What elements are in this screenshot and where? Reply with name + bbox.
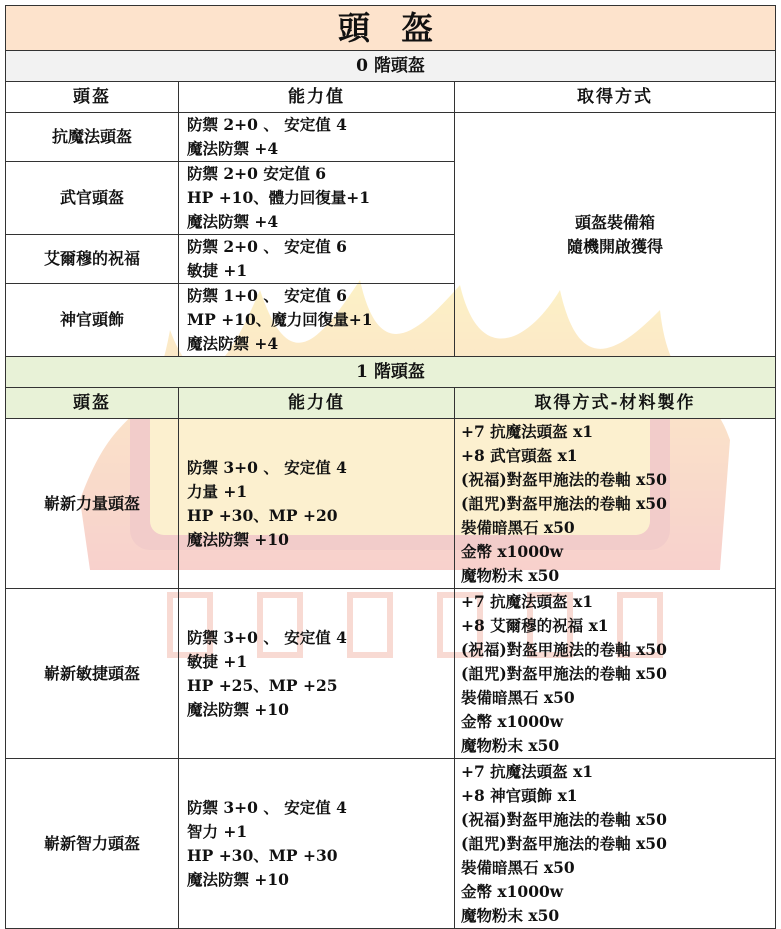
- stat-line: 防禦 3+0 、 安定值 4: [187, 627, 347, 647]
- table-row: [6, 589, 776, 759]
- material-line: (詛咒)對盔甲施法的卷軸 x50: [461, 833, 667, 853]
- stat-line: 敏捷 +1: [187, 261, 248, 280]
- helmet-table: [5, 5, 776, 929]
- helmet-name: 嶄新智力頭盔: [6, 759, 179, 929]
- material-line: 魔物粉末 x50: [461, 565, 560, 585]
- stat-line: 防禦 2+0 、 安定值 6: [187, 237, 347, 256]
- stat-line: MP +10、魔力回復量+1: [187, 310, 373, 329]
- materials-list: [455, 419, 776, 589]
- header-acquire: 取得方式: [455, 82, 776, 113]
- material-line: +7 抗魔法頭盔 x1: [461, 591, 594, 611]
- stat-line: 防禦 3+0 、 安定值 4: [187, 457, 347, 477]
- material-line: +7 抗魔法頭盔 x1: [461, 761, 594, 781]
- helmet-stats: [179, 419, 455, 589]
- stat-line: 力量 +1: [187, 481, 248, 501]
- acquire-line: 頭盔裝備箱: [575, 212, 656, 232]
- helmet-name: 嶄新敏捷頭盔: [6, 589, 179, 759]
- tier0-label: 0 階頭盔: [6, 51, 776, 82]
- stat-line: 防禦 2+0 安定值 6: [187, 164, 327, 183]
- helmet-name: 抗魔法頭盔: [6, 113, 179, 162]
- material-line: (詛咒)對盔甲施法的卷軸 x50: [461, 493, 667, 513]
- stat-line: HP +30、MP +20: [187, 505, 338, 525]
- material-line: +7 抗魔法頭盔 x1: [461, 421, 594, 441]
- helmet-stats: [179, 589, 455, 759]
- material-line: 裝備暗黑石 x50: [461, 517, 575, 537]
- helmet-stats: [179, 113, 455, 162]
- helmet-name: 神官頭飾: [6, 284, 179, 357]
- acquire-method: [455, 113, 776, 357]
- table-row: [6, 759, 776, 929]
- stat-line: 魔法防禦 +4: [187, 334, 279, 353]
- helmet-stats: [179, 235, 455, 284]
- stat-line: 防禦 2+0 、 安定值 4: [187, 115, 347, 134]
- material-line: 金幣 x1000w: [461, 881, 564, 901]
- material-line: 魔物粉末 x50: [461, 735, 560, 755]
- header-helmet: 頭盔: [6, 82, 179, 113]
- material-line: 金幣 x1000w: [461, 711, 564, 731]
- material-line: +8 武官頭盔 x1: [461, 445, 578, 465]
- stat-line: 防禦 1+0 、 安定值 6: [187, 286, 347, 305]
- stat-line: 防禦 3+0 、 安定值 4: [187, 797, 347, 817]
- header-stats: 能力值: [179, 388, 455, 419]
- stat-line: 敏捷 +1: [187, 651, 248, 671]
- stat-line: HP +30、MP +30: [187, 845, 338, 865]
- material-line: (詛咒)對盔甲施法的卷軸 x50: [461, 663, 667, 683]
- helmet-stats: [179, 759, 455, 929]
- table-row: [6, 113, 776, 162]
- material-line: 裝備暗黑石 x50: [461, 687, 575, 707]
- header-materials: 取得方式-材料製作: [455, 388, 776, 419]
- acquire-line: 隨機開啟獲得: [567, 236, 664, 256]
- helmet-stats: [179, 284, 455, 357]
- material-line: +8 艾爾穆的祝福 x1: [461, 615, 609, 635]
- stat-line: 魔法防禦 +10: [187, 869, 289, 889]
- material-line: 魔物粉末 x50: [461, 905, 560, 925]
- stat-line: 魔法防禦 +10: [187, 529, 289, 549]
- page-title: 頭 盔: [6, 6, 776, 51]
- material-line: 金幣 x1000w: [461, 541, 564, 561]
- stat-line: 魔法防禦 +4: [187, 212, 279, 231]
- material-line: +8 神官頭飾 x1: [461, 785, 578, 805]
- tier1-label: 1 階頭盔: [6, 357, 776, 388]
- stat-line: 魔法防禦 +4: [187, 139, 279, 158]
- material-line: (祝福)對盔甲施法的卷軸 x50: [461, 469, 667, 489]
- material-line: (祝福)對盔甲施法的卷軸 x50: [461, 639, 667, 659]
- header-helmet: 頭盔: [6, 388, 179, 419]
- materials-list: [455, 759, 776, 929]
- stat-line: HP +10、體力回復量+1: [187, 188, 371, 207]
- helmet-name: 艾爾穆的祝福: [6, 235, 179, 284]
- stat-line: 魔法防禦 +10: [187, 699, 289, 719]
- material-line: (祝福)對盔甲施法的卷軸 x50: [461, 809, 667, 829]
- helmet-name: 嶄新力量頭盔: [6, 419, 179, 589]
- stat-line: HP +25、MP +25: [187, 675, 338, 695]
- helmet-name: 武官頭盔: [6, 162, 179, 235]
- stat-line: 智力 +1: [187, 821, 248, 841]
- material-line: 裝備暗黑石 x50: [461, 857, 575, 877]
- table-row: [6, 419, 776, 589]
- helmet-stats: [179, 162, 455, 235]
- materials-list: [455, 589, 776, 759]
- header-stats: 能力值: [179, 82, 455, 113]
